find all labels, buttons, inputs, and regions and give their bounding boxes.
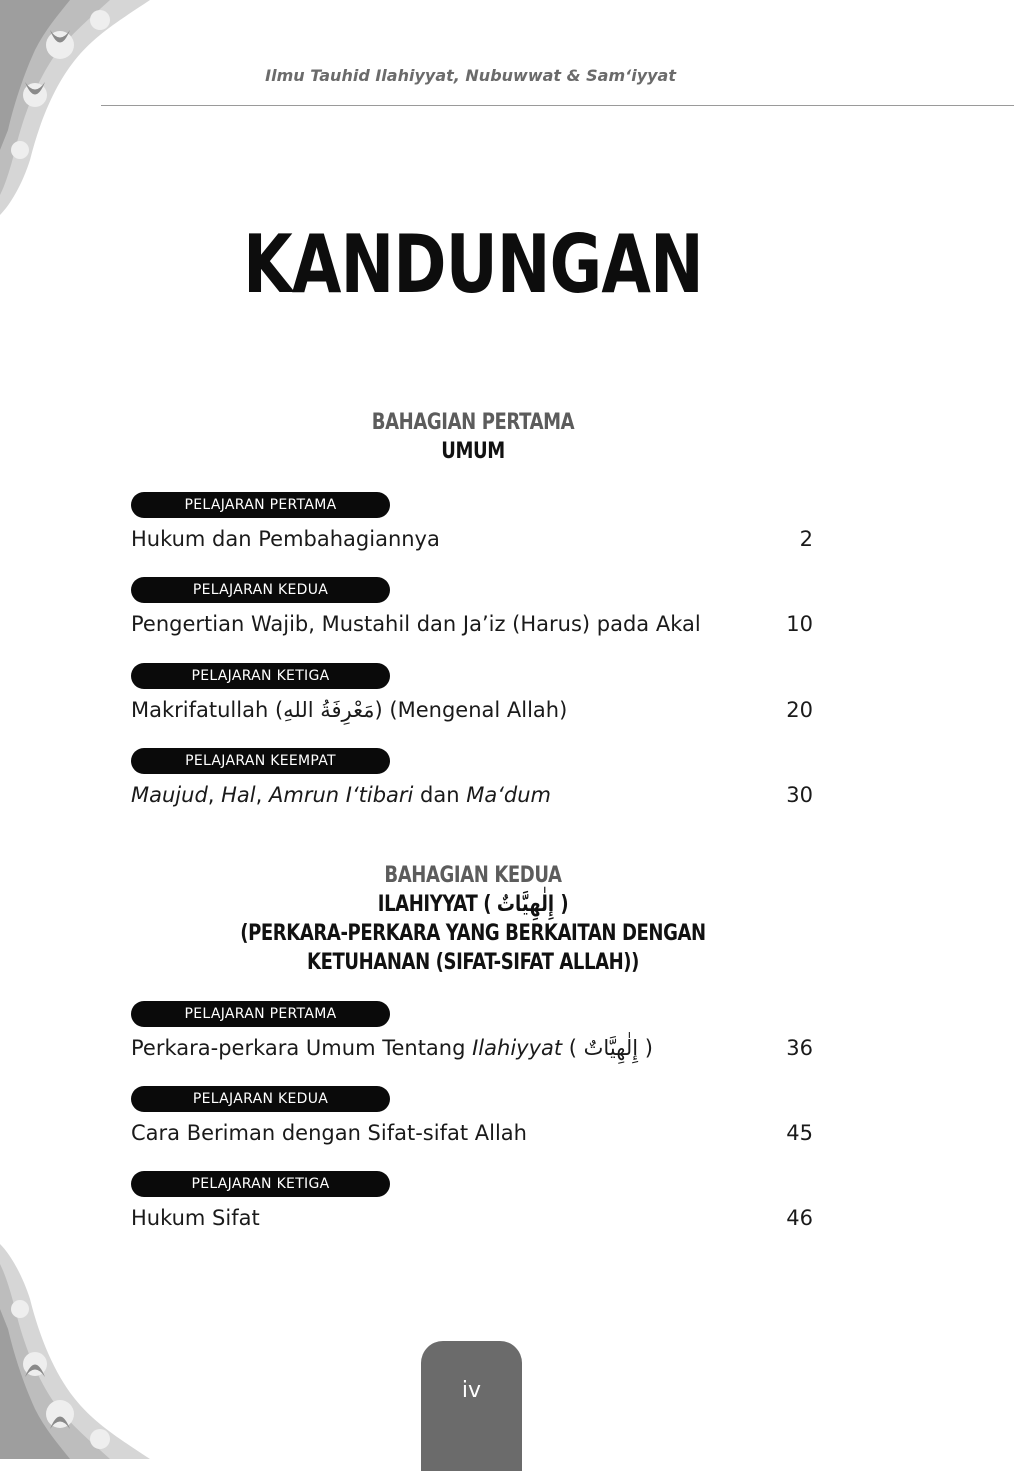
header-divider — [101, 105, 1014, 106]
lesson-pill: PELAJARAN KEEMPAT — [131, 748, 390, 774]
part2-title-text: ) — [560, 892, 569, 917]
toc-entry-title: Pengertian Wajib, Mustahil dan Ja’iz (Harus) pada Akal — [131, 612, 701, 636]
toc-entry[interactable] — [131, 1032, 813, 1064]
toc-entry-page: 2 — [799, 527, 813, 551]
toc-entry-title-part: Makrifatullah ( — [131, 698, 284, 722]
toc-entry-title-part: ) (Mengenal Allah) — [374, 698, 568, 722]
italic-term: Hal — [221, 783, 256, 807]
toc-entry-page: 10 — [786, 612, 813, 636]
toc-entry-page: 30 — [786, 783, 813, 807]
lesson-pill: PELAJARAN KETIGA — [131, 1171, 390, 1197]
toc-entry-title-part: ( — [562, 1036, 584, 1060]
separator-text: , — [207, 783, 222, 807]
italic-term: Maujud — [131, 783, 208, 807]
part2-title-text: ILAHIYYAT ( — [377, 892, 492, 917]
part1-label: BAHAGIAN PERTAMA — [371, 410, 575, 435]
part2-subtitle: (PERKARA-PERKARA YANG BERKAITAN DENGAN — [240, 921, 706, 946]
part2-heading — [0, 861, 946, 977]
toc-entry[interactable] — [131, 779, 813, 811]
lesson-pill: PELAJARAN KEDUA — [131, 1086, 390, 1112]
toc-entry-title: Hukum Sifat — [131, 1206, 260, 1230]
lesson-pill: PELAJARAN KEDUA — [131, 577, 390, 603]
part1-heading — [0, 408, 946, 466]
toc-entry-title — [131, 694, 567, 726]
lesson-pill: PELAJARAN PERTAMA — [131, 492, 390, 518]
lesson-pill: PELAJARAN PERTAMA — [131, 1001, 390, 1027]
arabic-text: إِلٰهِيَّاتٌ — [583, 1036, 639, 1060]
toc-entry-title-part: Perkara-perkara Umum Tentang — [131, 1036, 473, 1060]
arabic-text: مَعْرِفَةُ اللهِ — [283, 698, 375, 722]
page-number: iv — [421, 1341, 522, 1471]
italic-term: Ma‘dum — [466, 783, 551, 807]
toc-entry-page: 20 — [786, 698, 813, 722]
toc-entry[interactable] — [131, 523, 813, 555]
corner-ornament-bottom — [0, 1244, 150, 1459]
part2-title — [85, 890, 861, 919]
toc-entry-title: Cara Beriman dengan Sifat-sifat Allah — [131, 1121, 527, 1145]
separator-text: dan — [413, 783, 467, 807]
toc-entry-title-part: ) — [638, 1036, 653, 1060]
toc-entry-page: 45 — [786, 1121, 813, 1145]
corner-ornament-top — [0, 0, 150, 215]
toc-entry-title: Hukum dan Pembahagiannya — [131, 527, 440, 551]
italic-term: Ilahiyyat — [472, 1036, 563, 1060]
italic-term: Amrun I‘tibari — [269, 783, 414, 807]
separator-text: , — [255, 783, 269, 807]
toc-entry-title — [131, 1032, 653, 1064]
part1-title: UMUM — [441, 439, 505, 464]
part2-label: BAHAGIAN KEDUA — [384, 863, 562, 888]
toc-entry-page: 46 — [786, 1206, 813, 1230]
arabic-text: إِلٰهِيَّاتٌ — [496, 892, 555, 917]
toc-entry[interactable] — [131, 1117, 813, 1149]
toc-entry[interactable] — [131, 694, 813, 726]
toc-entry[interactable] — [131, 608, 813, 640]
toc-entry-page: 36 — [786, 1036, 813, 1060]
lesson-pill: PELAJARAN KETIGA — [131, 663, 390, 689]
page-title: KANDUNGAN — [243, 218, 703, 311]
running-header: Ilmu Tauhid Ilahiyyat, Nubuwwat & Sam‘iyyat — [265, 66, 676, 85]
toc-entry[interactable] — [131, 1202, 813, 1234]
part2-subtitle: KETUHANAN (SIFAT-SIFAT ALLAH)) — [307, 950, 639, 975]
toc-entry-title — [131, 779, 551, 811]
